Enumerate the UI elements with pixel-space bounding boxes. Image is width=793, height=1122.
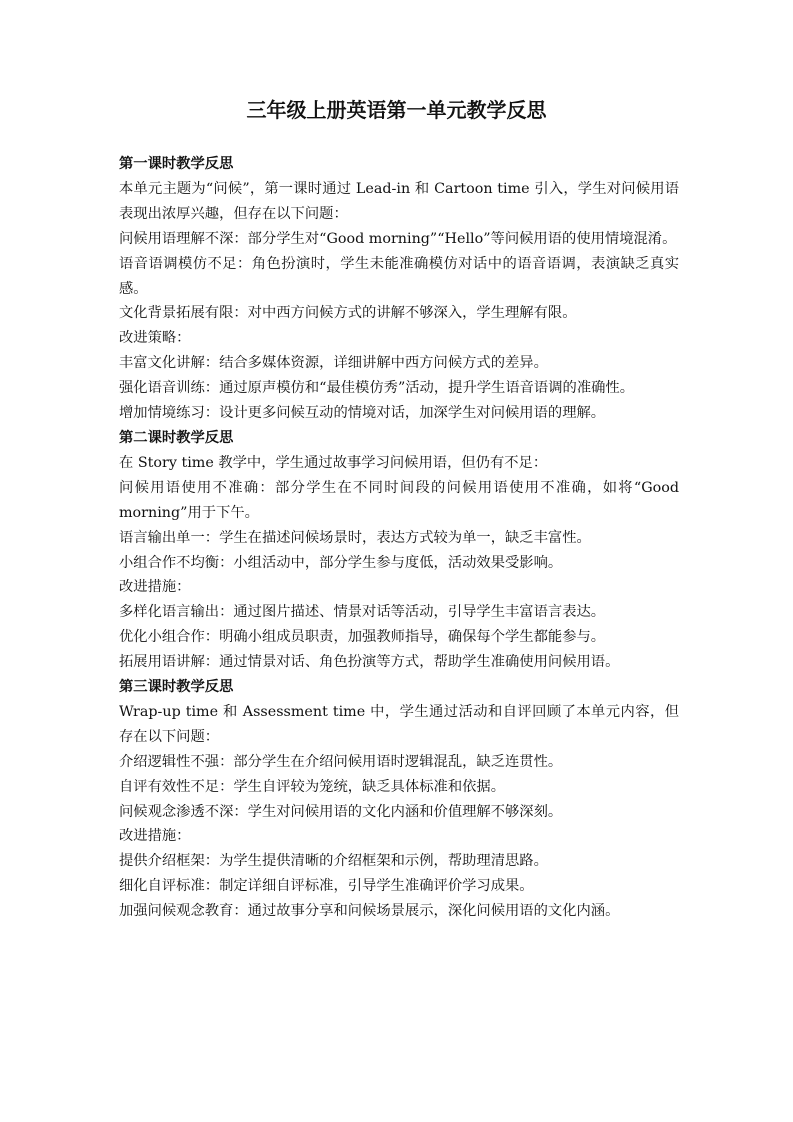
paragraph: 问候用语理解不深：部分学生对“Good morning”“Hello”等问候用语的使用情境混淆。 — [119, 230, 677, 247]
lesson-2-section — [119, 426, 679, 675]
document-title: 三年级上册英语第一单元教学反思 — [246, 98, 547, 122]
paragraph: 问候用语使用不准确：部分学生在不同时间段的问候用语使用不准确，如将“Good morning”用于下午。 — [119, 479, 679, 521]
paragraph: 强化语音训练：通过原声模仿和“最佳模仿秀”活动，提升学生语音语调的准确性。 — [119, 380, 635, 397]
section-heading: 第一课时教学反思 — [119, 156, 234, 172]
paragraph: 语言输出单一：学生在描述问候场景时，表达方式较为单一，缺乏丰富性。 — [119, 529, 591, 546]
paragraph: 问候观念渗透不深：学生对问候用语的文化内涵和价值理解不够深刻。 — [119, 803, 563, 820]
paragraph: 小组合作不均衡：小组活动中，部分学生参与度低，活动效果受影响。 — [119, 554, 563, 571]
paragraph: 介绍逻辑性不强：部分学生在介绍问候用语时逻辑混乱，缺乏连贯性。 — [119, 753, 563, 770]
document-body — [119, 152, 679, 924]
paragraph: 拓展用语讲解：通过情景对话、角色扮演等方式，帮助学生准确使用问候用语。 — [119, 654, 620, 671]
lesson-1-section — [119, 152, 679, 426]
paragraph: 自评有效性不足：学生自评较为笼统，缺乏具体标准和依据。 — [119, 778, 506, 795]
paragraph: 改进措施： — [119, 579, 191, 596]
paragraph: 增加情境练习：设计更多问候互动的情境对话，加深学生对问候用语的理解。 — [119, 405, 606, 422]
paragraph: 丰富文化讲解：结合多媒体资源，详细讲解中西方问候方式的差异。 — [119, 355, 548, 372]
paragraph: 优化小组合作：明确小组成员职责，加强教师指导，确保每个学生都能参与。 — [119, 629, 606, 646]
section-heading: 第三课时教学反思 — [119, 679, 234, 696]
paragraph: 本单元主题为“问候”，第一课时通过 Lead-in 和 Cartoon time 引入，学生对问候用语表现出浓厚兴趣，但存在以下问题： — [119, 180, 679, 222]
paragraph: 文化背景拓展有限：对中西方问候方式的讲解不够深入，学生理解有限。 — [119, 305, 577, 322]
section-heading: 第二课时教学反思 — [119, 429, 234, 446]
paragraph: Wrap-up time 和 Assessment time 中，学生通过活动和自评回顾了本单元内容，但存在以下问题： — [119, 703, 679, 745]
paragraph: 改进措施： — [119, 828, 191, 845]
paragraph: 改进策略： — [119, 330, 191, 347]
paragraph: 语音语调模仿不足：角色扮演时，学生未能准确模仿对话中的语音语调，表演缺乏真实感。 — [119, 255, 679, 297]
paragraph: 加强问候观念教育：通过故事分享和问候场景展示，深化问候用语的文化内涵。 — [119, 903, 620, 920]
paragraph: 提供介绍框架：为学生提供清晰的介绍框架和示例，帮助理清思路。 — [119, 853, 548, 870]
lesson-3-section — [119, 675, 679, 924]
paragraph: 多样化语言输出：通过图片描述、情景对话等活动，引导学生丰富语言表达。 — [119, 604, 606, 621]
paragraph: 在 Story time 教学中，学生通过故事学习问候用语，但仍有不足： — [119, 454, 548, 471]
paragraph: 细化自评标准：制定详细自评标准，引导学生准确评价学习成果。 — [119, 878, 534, 895]
